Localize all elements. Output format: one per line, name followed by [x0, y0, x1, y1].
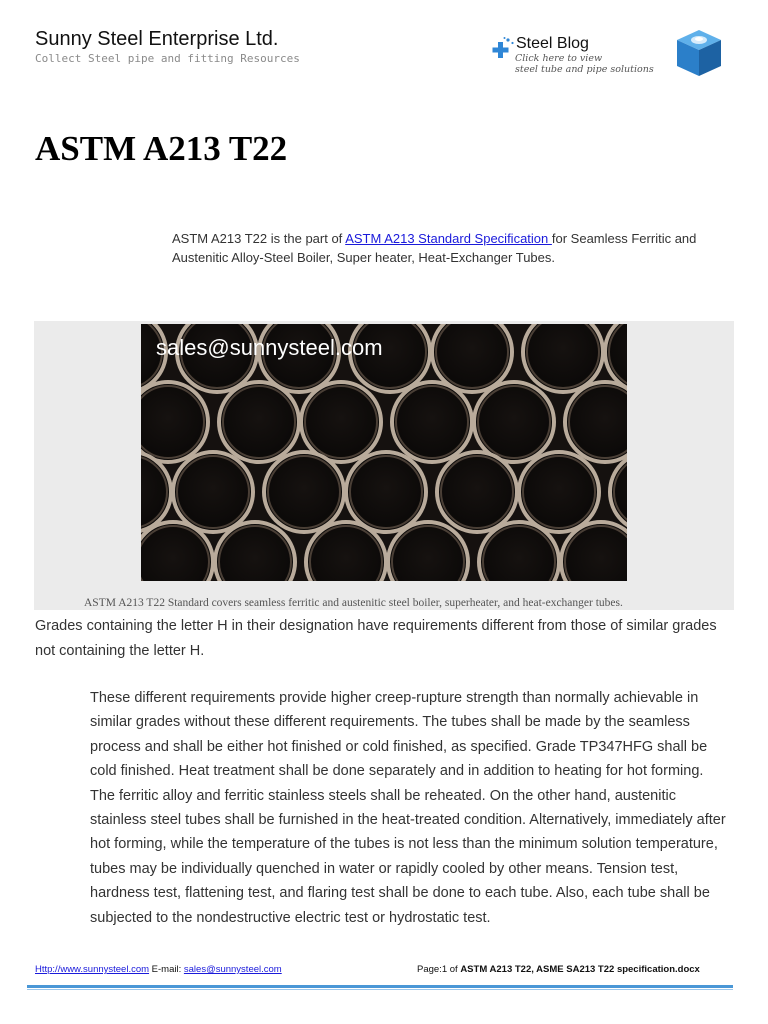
footer-page-info — [417, 963, 700, 977]
tube-end — [474, 382, 554, 462]
intro-text-after: for Seamless Ferritic and Austenitic Alloy-Steel Boiler, Super heater, Heat-Exchanger Tubes. — [172, 231, 697, 265]
steel-blog-banner[interactable] — [491, 26, 731, 82]
photo-email-overlay: sales@sunnysteel.com — [156, 335, 383, 360]
tube-end — [519, 452, 599, 532]
footer-divider — [27, 985, 733, 988]
body-paragraph-2: These different requirements provide higher creep-rupture strength than normally achievable in similar grades without these different requirements. The tubes shall be made by the seamless process and shall be either hot finished or cold finished, as specified. Grade TP347HFG shall be cold finished. Heat treatment shall be done separately and in addition to heating for hot forming. The ferritic alloy and ferritic stainless steels shall be reheated. On the other hand, austenitic stainless steel tubes shall be furnished in the heat-treated condition. Alternatively, immediately after hot forming, while the temperature of the tubes is not less than the minimum solution temperature, tubes may be individually quenched in water or rapidly cooled by other means. Tension test, hardness test, flattening test, and flaring test shall be done to each tube. Also, each tube shall be subjected to the nondestructive electric test or hydrostatic test. — [90, 690, 726, 926]
page-title: ASTM A213 T22 — [35, 129, 288, 168]
tube-end — [219, 382, 299, 462]
intro-paragraph — [172, 229, 712, 267]
tube-end — [392, 382, 472, 462]
footer-email-link[interactable]: sales@sunnysteel.com — [183, 964, 282, 975]
footer-document-name: ASTM A213 T22, ASME SA213 T22 specification.docx — [460, 964, 700, 975]
plus-icon — [491, 36, 515, 69]
footer-contact — [35, 963, 282, 977]
tube-end — [306, 522, 386, 581]
footer-divider-thin — [27, 989, 733, 990]
tube-end — [388, 522, 468, 581]
tube-end — [141, 382, 208, 462]
tube-end — [264, 452, 344, 532]
astm-a213-spec-link[interactable]: ASTM A213 Standard Specification — [345, 231, 552, 246]
body-paragraph-1: Grades containing the letter H in their designation have requirements different from those of similar grades not containing the letter H. — [35, 618, 717, 659]
blog-subtitle-line1: Click here to view — [515, 53, 603, 64]
brand — [35, 27, 300, 66]
figure — [34, 321, 734, 610]
tube-bundle-graphic — [141, 324, 627, 581]
footer-email-label: E-mail: — [149, 964, 184, 975]
tube-end — [215, 522, 295, 581]
tube-end — [565, 382, 627, 462]
tube-end — [173, 452, 253, 532]
tube-end — [346, 452, 426, 532]
tube-end — [479, 522, 559, 581]
steel-tubes-photo — [141, 324, 627, 581]
tube-end — [301, 382, 381, 462]
tube-end — [437, 452, 517, 532]
footer-page-label: Page:1 of — [417, 964, 461, 975]
blog-subtitle-line2: steel tube and pipe solutions — [515, 64, 654, 75]
intro-text-before: ASTM A213 T22 is the part of — [172, 231, 346, 246]
blue-cube-icon — [673, 26, 725, 85]
tube-end — [523, 324, 603, 392]
blog-title: Steel Blog — [516, 35, 589, 52]
figure-caption: ASTM A213 T22 Standard covers seamless ferritic and austenitic steel boiler, superheater, and heat-exchanger tubes. — [84, 597, 623, 609]
company-tagline: Collect Steel pipe and fitting Resources — [35, 52, 300, 65]
footer-website-link[interactable]: Http://www.sunnysteel.com — [35, 964, 150, 975]
company-name: Sunny Steel Enterprise Ltd. — [35, 28, 279, 50]
